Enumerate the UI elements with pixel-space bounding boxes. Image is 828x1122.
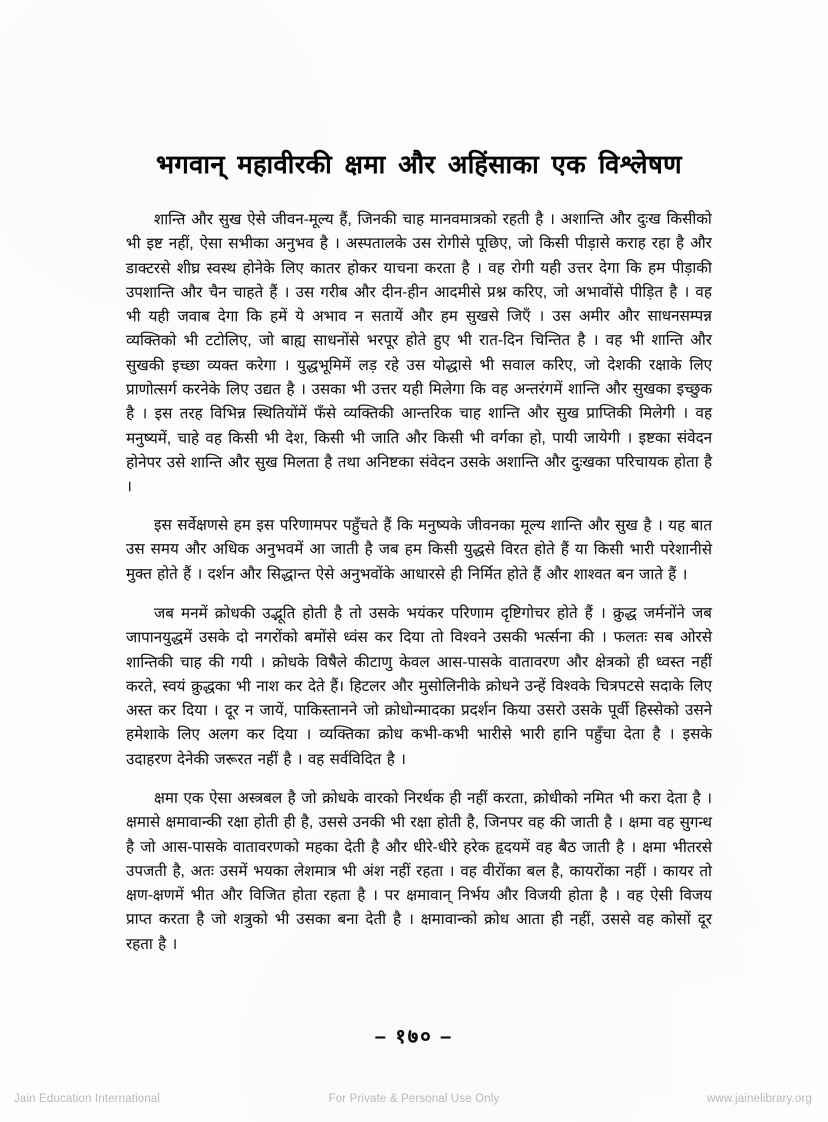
body-paragraph-4: क्षमा एक ऐसा अस्त्रबल है जो क्रोधके वारको निरर्थक ही नहीं करता, क्रोधीको नमित भी करा देता है । क्षमासे क्षमावान्की रक्षा होती ही है, उससे उनकी भी रक्षा होती है, जिनपर वह की जाती है । क्षमा वह सुगन्ध है जो आस-पासके वातावरणको महका देती है और धीरे-धीरे हरेक हृदयमें वह बैठ जाती है । क्षमा भीतरसे उपजती है, अतः उसमें भयका लेशमात्र भी अंश नहीं रहता । वह वीरोंका बल है, कायरोंका नहीं । कायर तो क्षण-क्षणमें भीत और विजित होता रहता है । पर क्षमावान् निर्भय और विजयी होता है । वह ऐसी विजय प्राप्त करता है जो शत्रुको भी उसका बना देती है । क्षमावान्को क्रोध आता ही नहीं, उससे वह कोसों दूर रहता है । xyxy=(125,790,713,954)
page-number-folio: – १७० – xyxy=(374,1026,454,1048)
footer-website-url: www.jainelibrary.org xyxy=(706,1093,812,1105)
body-paragraph-3: जब मनमें क्रोधकी उद्भूति होती है तो उसके भयंकर परिणाम दृष्टिगोचर होते हैं । क्रुद्ध जर्मनोंने जब जापानयुद्धमें उसके दो नगरोंको बमोंसे ध्वंस कर दिया तो विश्वने उसकी भर्त्सना की । फलतः सब ओरसे शान्तिकी चाह की गयी । क्रोधके विषैले कीटाणु केवल आस-पासके वातावरण और क्षेत्रको ही ध्वस्त नहीं करते, स्वयं क्रुद्धका भी नाश कर देते हैं। हिटलर और मुसोलिनीके क्रोधने उन्हें विश्वके चित्रपटसे सदाके लिए अस्त कर दिया । दूर न जायें, पाकिस्तानने जो क्रोधोन्मादका प्रदर्शन किया उसरो उसके पूर्वी हिस्सेको उसने हमेशाके लिए अलग कर दिया । व्यक्तिका क्रोध कभी-कभी भारीसे भारी हानि पहुँचा देता है । इसके उदाहरण देनेकी जरूरत नहीं है । वह सर्वविदित है । xyxy=(125,605,713,769)
body-paragraph-1: शान्ति और सुख ऐसे जीवन-मूल्य हैं, जिनकी चाह मानवमात्रको रहती है । अशान्ति और दुःख किसीको भी इष्ट नहीं, ऐसा सभीका अनुभव है । अस्पतालके उस रोगीसे पूछिए, जो किसी पीड़ासे कराह रहा है और डाक्टरसे शीघ्र स्वस्थ होनेके लिए कातर होकर याचना करता है । वह रोगी यही उत्तर देगा कि हम पीड़ाकी उपशान्ति और चैन चाहते हैं । उस गरीब और दीन-हीन आदमीसे प्रश्न करिए, जो अभावोंसे पीड़ित है । वह भी यही जवाब देगा कि हमें ये अभाव न सतायें और हम सुखसे जिएँ । उस अमीर और साधनसम्पन्न व्यक्तिको भी टटोलिए, जो बाह्य साधनोंसे भरपूर होते हुए भी रात-दिन चिन्तित है । वह भी शान्ति और सुखकी इच्छा व्यक्त करेगा । युद्धभूमिमें लड़ रहे उस योद्धासे भी सवाल करिए, जो देशकी रक्षाके लिए प्राणोत्सर्ग करनेके लिए उद्यत है । उसका भी उत्तर यही मिलेगा कि वह अन्तरंगमें शान्ति और सुखका इच्छुक है । इस तरह विभिन्न स्थितियोंमें फँसे व्यक्तिकी आन्तरिक चाह शान्ति और सुख प्राप्तिकी मिलेगी । वह मनुष्यमें, चाहे वह किसी भी देश, किसी भी जाति और किसी भी वर्गका हो, पायी जायेगी । इष्टका संवेदन होनेपर उसे शान्ति और सुख मिलता है तथा अनिष्टका संवेदन उसके अशान्ति और दुःखका परिचायक होता है । xyxy=(125,210,713,496)
footer-organization-label: Jain Education International xyxy=(14,1093,161,1105)
footer-usage-notice: For Private & Personal Use Only xyxy=(328,1093,500,1105)
page-content-column xyxy=(126,150,712,957)
body-paragraph-2: इस सर्वेक्षणसे हम इस परिणामपर पहुँचते हैं कि मनुष्यके जीवनका मूल्य शान्ति और सुख है । यह बात उस समय और अधिक अनुभवमें आ जाती है जब हम किसी युद्धसे विरत होते हैं या किसी भारी परेशानीसे मुक्त होते हैं । दर्शन और सिद्धान्त ऐसे अनुभवोंके आधारसे ही निर्मित होते हैं और शाश्वत बन जाते हैं । xyxy=(125,517,713,584)
page-footer xyxy=(0,1076,828,1122)
page-title: भगवान् महावीरकी क्षमा और अहिंसाका एक विश्लेषण xyxy=(156,151,682,179)
